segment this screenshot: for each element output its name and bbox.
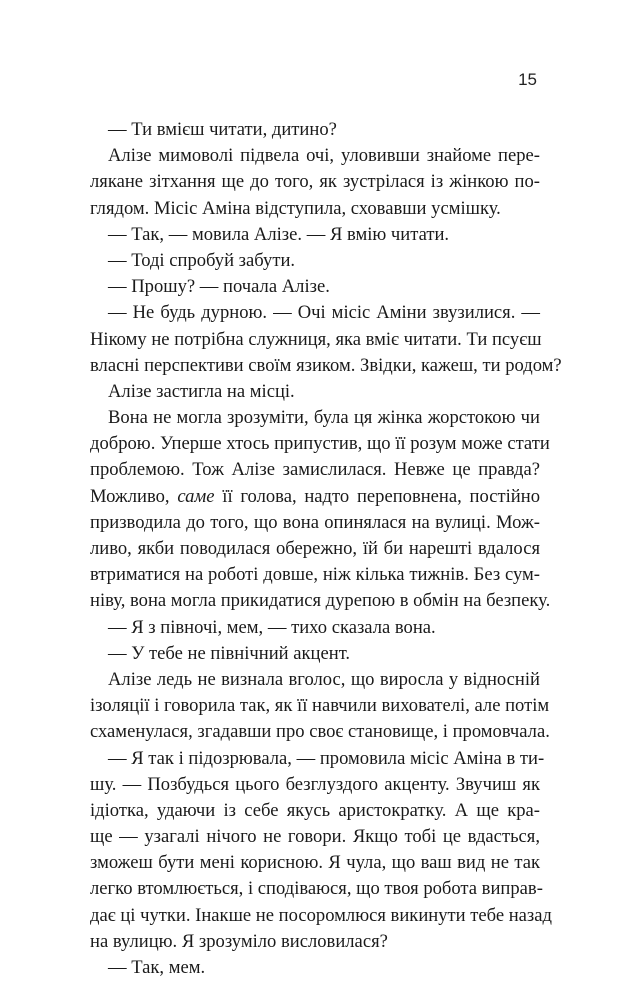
text-line: Алізе ледь не визнала вголос, що виросла у відносній — [108, 668, 540, 690]
text-line: — У тебе не північний акцент. — [108, 642, 351, 664]
text-line: — Не будь дурною. — Очі місіс Аміни звузилися. — — [108, 302, 540, 324]
text-line: ніву, вона могла прикидатися дурепою в обмін на безпеку. — [90, 590, 551, 612]
text-line: глядом. Місіс Аміна відступила, сховавши усмішку. — [90, 197, 501, 219]
text-line: шу. — Позбудься цього безглуздого акценту. Звучиш як — [90, 773, 540, 795]
text-line: лякане зітхання ще до того, як зустрілася із жінкою по- — [90, 171, 540, 193]
text-segment: Можливо, — [90, 485, 178, 507]
text-line: власні перспективи своїм язиком. Звідки, кажеш, ти родом? — [90, 354, 562, 376]
text-line: призводила до того, що вона опинялася на вулиці. Мож- — [90, 511, 540, 533]
text-line: Вона не могла зрозуміти, була ця жінка жорстокою чи — [108, 407, 540, 429]
body-text — [90, 117, 562, 981]
text-line: Алізе мимоволі підвела очі, уловивши знайоме пере- — [108, 145, 540, 167]
text-line: ізоляції і говорила так, як її навчили вихователі, але потім — [90, 695, 550, 717]
text-line: зможеш бути мені корисною. Я чула, що ваш вид не так — [90, 852, 540, 874]
text-line: проблемою. Тож Алізе замислилася. Невже це правда? — [90, 459, 540, 481]
text-line: — Так, мем. — [108, 957, 206, 978]
text-segment: її голова, надто переповнена, постійно — [214, 485, 540, 507]
text-line: Алізе застигла на місці. — [108, 380, 295, 402]
page-number: 15 — [518, 70, 537, 89]
text-line — [90, 484, 540, 510]
text-line: ідіотка, удаючи із себе якусь аристократку. А ще кра- — [90, 799, 540, 821]
text-line: ще — узагалі нічого не говори. Якщо тобі це вдасться, — [90, 826, 540, 848]
text-line: легко втомлюється, і сподіваюся, що твоя робота виправ- — [90, 878, 543, 900]
text-line: — Я з півночі, мем, — тихо сказала вона. — [108, 616, 436, 638]
text-line: — Я так і підозрювала, — промовила місіс Аміна в ти- — [108, 747, 545, 769]
text-line: Нікому не потрібна служниця, яка вміє читати. Ти псуєш — [90, 328, 542, 350]
emphasis-text: саме — [177, 485, 215, 507]
text-line: схаменулася, згадавши про своє становище, і промовчала. — [90, 721, 550, 743]
text-line: втриматися на роботі довше, ніж кілька тижнів. Без сум- — [90, 564, 540, 586]
text-line: ливо, якби поводилася обережно, їй би нарешті вдалося — [90, 538, 540, 559]
text-line: — Ти вмієш читати, дитино? — [108, 119, 337, 140]
text-line: — Тоді спробуй забути. — [108, 249, 296, 271]
text-line: доброю. Уперше хтось припустив, що її розум може стати — [90, 433, 550, 455]
text-line: — Так, — мовила Алізе. — Я вмію читати. — [108, 223, 450, 245]
text-line: на вулицю. Я зрозуміло висловилася? — [90, 930, 388, 952]
text-line: дає ці чутки. Інакше не посоромлюся викинути тебе назад — [90, 904, 552, 926]
text-line: — Прошу? — почала Алізе. — [108, 276, 330, 298]
